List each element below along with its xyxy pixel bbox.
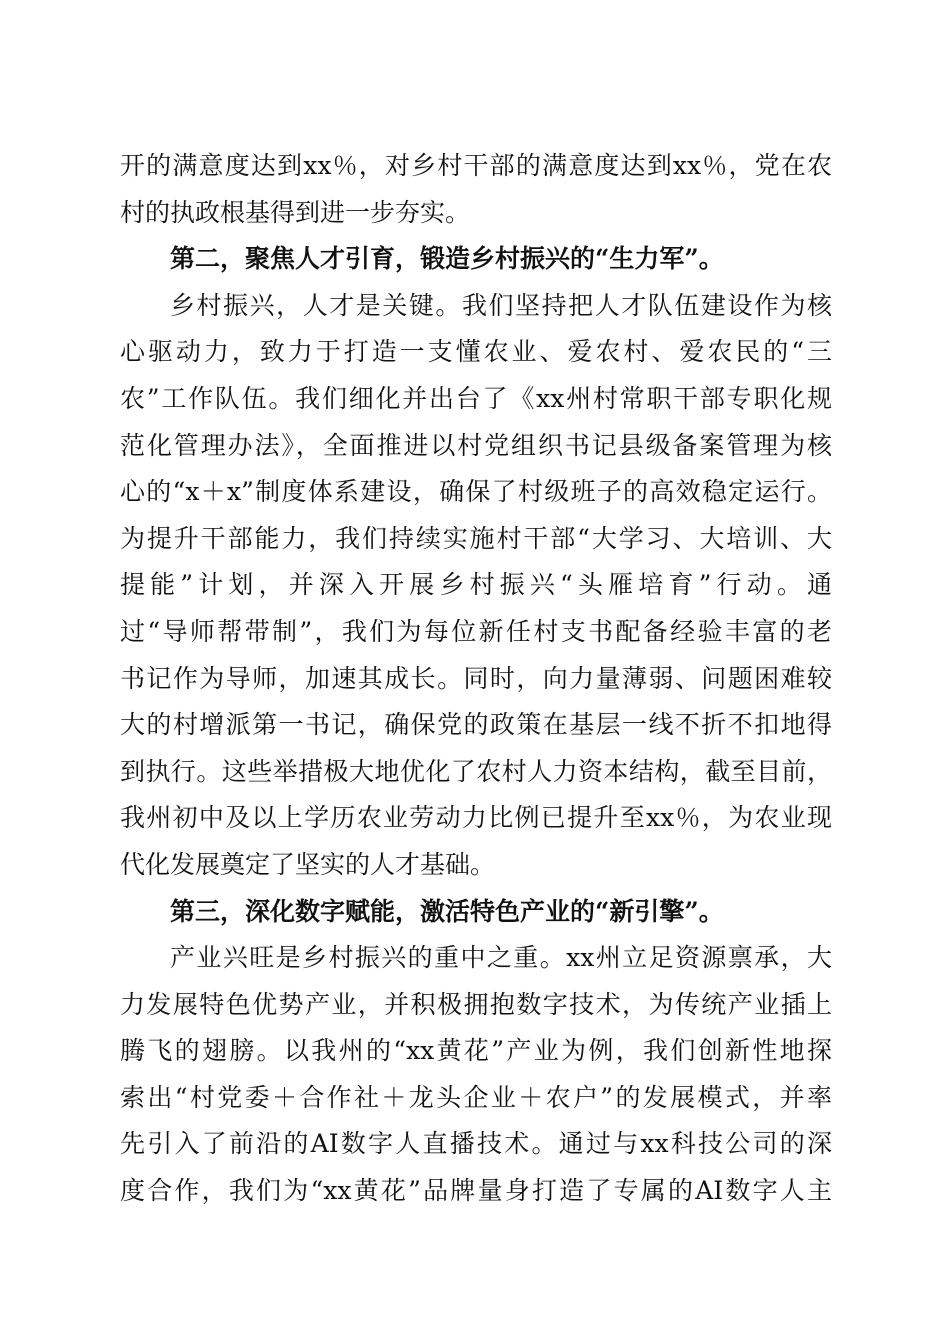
paragraph-line: 索出“村党委＋合作社＋龙头企业＋农户”的发展模式，并率 bbox=[120, 1082, 832, 1112]
paragraph-line: 大的村增派第一书记，确保党的政策在基层一线不折不扣地得 bbox=[120, 710, 832, 740]
paragraph-line: 度合作，我们为“xx黄花”品牌量身打造了专属的AI数字人主 bbox=[120, 1176, 832, 1206]
document-body bbox=[120, 143, 832, 1215]
paragraph-line: 代化发展奠定了坚实的人才基础。 bbox=[120, 849, 496, 879]
section-heading: 第二，聚焦人才引育，锻造乡村振兴的“生力军”。 bbox=[170, 244, 724, 274]
paragraph-line: 书记作为导师，加速其成长。同时，向力量薄弱、问题困难较 bbox=[120, 663, 832, 693]
paragraph-line: 乡村振兴，人才是关键。我们坚持把人才队伍建设作为核 bbox=[170, 290, 832, 320]
paragraph-line: 力发展特色优势产业，并积极拥抱数字技术，为传统产业插上 bbox=[120, 989, 832, 1019]
paragraph-line: 农”工作队伍。我们细化并出台了《xx州村常职干部专职化规 bbox=[120, 383, 832, 413]
paragraph-line: 村的执政根基得到进一步夯实。 bbox=[120, 197, 471, 227]
paragraph-line: 到执行。这些举措极大地优化了农村人力资本结构，截至目前， bbox=[120, 756, 832, 786]
paragraph-line: 过“导师帮带制”，我们为每位新任村支书配备经验丰富的老 bbox=[120, 616, 832, 646]
paragraph-line: 范化管理办法》，全面推进以村党组织书记县级备案管理为核 bbox=[120, 430, 832, 460]
paragraph-line: 为提升干部能力，我们持续实施村干部“大学习、大培训、大 bbox=[120, 523, 832, 553]
paragraph-line: 产业兴旺是乡村振兴的重中之重。xx州立足资源禀承，大 bbox=[170, 943, 832, 973]
paragraph-line: 腾飞的翅膀。以我州的“xx黄花”产业为例，我们创新性地探 bbox=[120, 1036, 832, 1066]
paragraph-line: 提能”计划，并深入开展乡村振兴“头雁培育”行动。通 bbox=[120, 570, 832, 600]
section-heading: 第三，深化数字赋能，激活特色产业的“新引擎”。 bbox=[170, 896, 724, 926]
paragraph-line: 开的满意度达到xx％，对乡村干部的满意度达到xx％，党在农 bbox=[120, 151, 832, 180]
paragraph-line: 心的“x＋x”制度体系建设，确保了村级班子的高效稳定运行。 bbox=[120, 477, 832, 507]
paragraph-line: 先引入了前沿的AI数字人直播技术。通过与xx科技公司的深 bbox=[120, 1129, 832, 1159]
paragraph-line: 心驱动力，致力于打造一支懂农业、爱农村、爱农民的“三 bbox=[120, 337, 832, 367]
paragraph-line: 我州初中及以上学历农业劳动力比例已提升至xx％，为农业现 bbox=[120, 803, 832, 833]
